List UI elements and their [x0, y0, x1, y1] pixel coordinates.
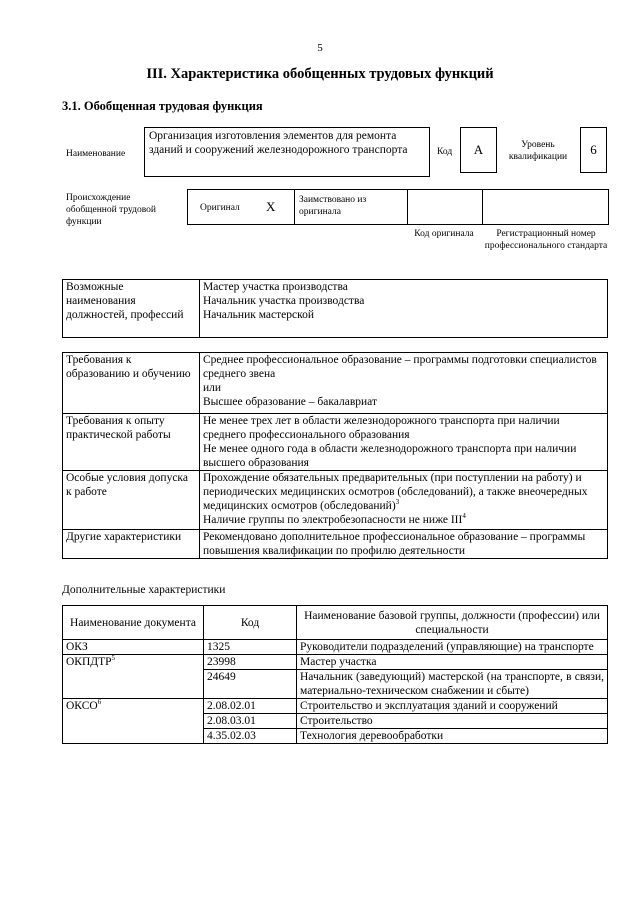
origin-row [187, 189, 609, 225]
position-item: Мастер участка производства [203, 281, 348, 293]
positions-list [200, 280, 608, 338]
code-label: Код [437, 147, 453, 157]
admission-label: Особые условия допуска к работе [63, 471, 200, 530]
section-title: III. Характеристика обобщенных трудовых функций [146, 66, 494, 82]
name-cell: Начальник (заведующий) мастерской (на транспорте, в связи, материально-техническом снабжении и сбыте) [297, 670, 608, 699]
level-value: 6 [590, 142, 597, 157]
code-cell: 2.08.02.01 [204, 699, 297, 714]
level-value-box [580, 127, 607, 173]
col-code-header: Код [204, 606, 297, 640]
additional-title: Дополнительные характеристики [62, 584, 226, 596]
requirements-table [62, 352, 608, 559]
name-cell: Строительство [297, 714, 608, 729]
code-value-box [460, 127, 497, 173]
additional-table [62, 605, 608, 744]
code-cell: 2.08.03.01 [204, 714, 297, 729]
level-label: Уровень квалификации [508, 140, 568, 162]
original-mark: X [266, 199, 276, 214]
positions-label: Возможные наименования должностей, профессий [63, 280, 200, 338]
code-cell: 1325 [204, 640, 297, 655]
experience-label: Требования к опыту практической работы [63, 414, 200, 471]
registration-number-caption: Регистрационный номер профессионального стандарта [484, 229, 608, 251]
function-name-value: Организация изготовления элементов для ремонта зданий и сооружений железнодорожного транспорта [149, 130, 408, 156]
code-original-caption: Код оригинала [414, 229, 474, 239]
code-cell: 24649 [204, 670, 297, 699]
position-item: Начальник участка производства [203, 295, 365, 307]
doc-okpdtr: ОКПДТР$^5$ [63, 655, 204, 699]
borrowed-label: Заимствовано из оригинала [299, 195, 367, 217]
function-name-box [144, 127, 430, 177]
code-cell: 23998 [204, 655, 297, 670]
education-label: Требования к образованию и обучению [63, 353, 200, 414]
footnote-6: 6 [97, 698, 102, 707]
name-cell: Мастер участка [297, 655, 608, 670]
name-cell: Технология деревообработки [297, 729, 608, 744]
experience-value: Не менее трех лет в области железнодорожного транспорта при наличии среднего профессионального образования Не менее одного года в области железнодорожного транспорта при наличии высшего образования [200, 414, 608, 471]
other-value: Рекомендовано дополнительное профессиональное образование – программы повышения квалификации по профилю деятельности [200, 530, 608, 559]
footnote-4: 4 [462, 512, 466, 521]
footnote-3: 3 [395, 498, 400, 507]
page-number: 5 [317, 42, 323, 54]
subsection-title: 3.1. Обобщенная трудовая функция [62, 99, 263, 113]
positions-table [62, 279, 608, 338]
name-cell: Руководители подразделений (управляющие) на транспорте [297, 640, 608, 655]
position-item: Начальник мастерской [203, 309, 314, 321]
admission-value: Прохождение обязательных предварительных (при поступлении на работу) и периодических медицинских осмотров (обследований), а также внеочередных медицинских осмотров (обследований)$^3$ Наличие группы по электробезопасности не ниже III$^4$ [200, 471, 608, 530]
name-cell: Строительство и эксплуатация зданий и сооружений [297, 699, 608, 714]
table-row [63, 699, 608, 714]
doc-okz: ОКЗ [63, 640, 204, 655]
col-name-header: Наименование базовой группы, должности (профессии) или специальности [297, 606, 608, 640]
name-label: Наименование [66, 149, 126, 159]
other-label: Другие характеристики [63, 530, 200, 559]
doc-okso: ОКСО$^6$ [63, 699, 204, 744]
table-row [63, 655, 608, 670]
education-value: Среднее профессиональное образование – программы подготовки специалистов среднего звена или Высшее образование – бакалавриат [200, 353, 608, 414]
origin-label: Происхождение обобщенной трудовой функции [66, 193, 156, 227]
col-doc-header: Наименование документа [63, 606, 204, 640]
table-row [63, 640, 608, 655]
code-value: А [473, 142, 484, 157]
code-cell: 4.35.02.03 [204, 729, 297, 744]
footnote-5: 5 [111, 654, 116, 663]
original-label: Оригинал [200, 203, 240, 213]
